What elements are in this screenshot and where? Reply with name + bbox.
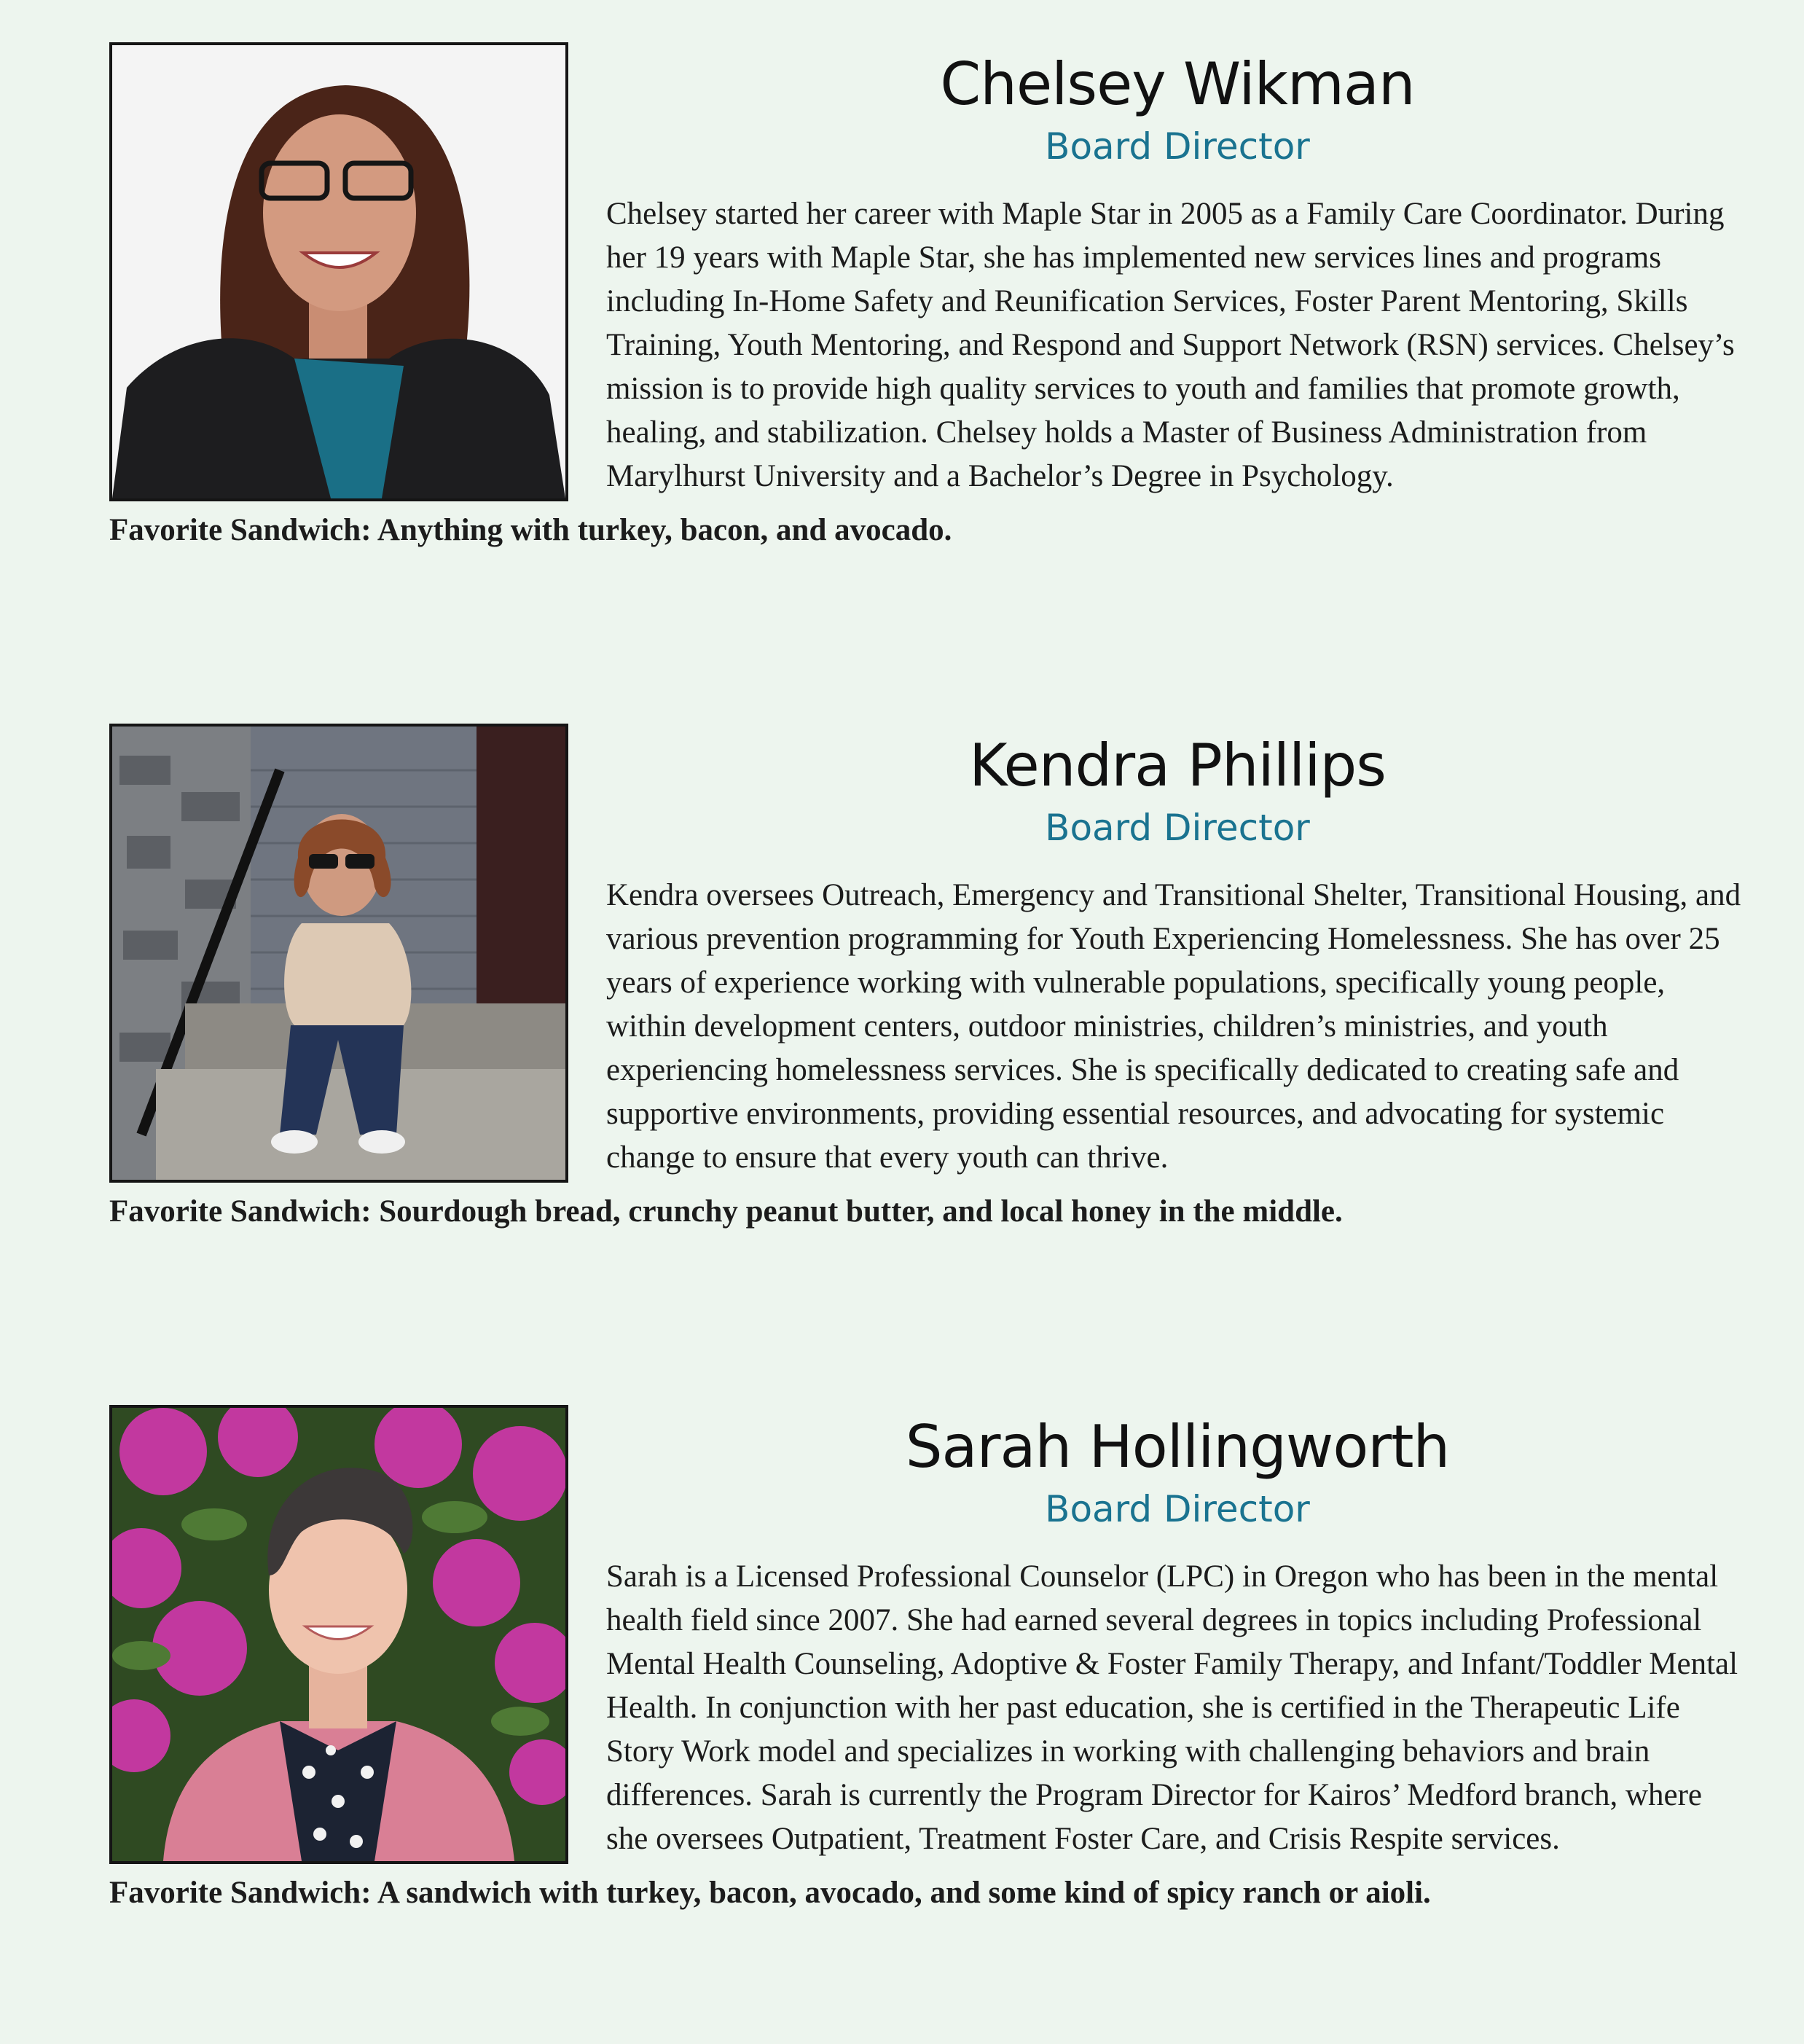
profile-card-kendra-phillips: [109, 724, 1749, 1234]
profile-name: Kendra Phillips: [969, 732, 1386, 799]
profile-bio: Chelsey started her career with Maple Star in 2005 as a Family Care Coordinator. During her 19 years with Maple Star, she has implemented new services lines and programs including In-Home Safety and Reunification Services, Foster Parent Mentoring, Skills Training, Youth Mentoring, and Respond and Support Network (RSN) services. Chelsey’s mission is to provide high quality services to youth and families that promote growth, healing, and stabilization. Chelsey holds a Master of Business Administration from Marylhurst University and a Bachelor’s Degree in Psychology.: [606, 197, 1735, 493]
portrait-photo: [109, 724, 568, 1183]
favorite-sandwich: Favorite Sandwich: Sourdough bread, crunchy peanut butter, and local honey in the middle.: [109, 1194, 1343, 1229]
portrait-illustration: [112, 45, 565, 498]
favorite-sandwich: Favorite Sandwich: A sandwich with turkey, bacon, avocado, and some kind of spicy ranch or aioli.: [109, 1876, 1431, 1910]
portrait-photo: [109, 42, 568, 501]
profile-name: Sarah Hollingworth: [905, 1413, 1450, 1481]
portrait-photo: [109, 1405, 568, 1864]
profile-role: Board Director: [1045, 125, 1310, 168]
profile-card-sarah-hollingworth: [109, 1405, 1749, 1915]
profile-card-chelsey-wikman: [109, 42, 1749, 552]
profile-name: Chelsey Wikman: [940, 50, 1415, 118]
profile-role: Board Director: [1045, 1488, 1310, 1530]
profile-role: Board Director: [1045, 807, 1310, 849]
garden-portrait-illustration: [112, 1408, 565, 1861]
favorite-sandwich: Favorite Sandwich: Anything with turkey, bacon, and avocado.: [109, 513, 952, 547]
profile-bio: Sarah is a Licensed Professional Counselor (LPC) in Oregon who has been in the mental health field since 2007. She had earned several degrees in topics including Professional Mental Health Counseling, Adoptive & Foster Family Therapy, and Infant/Toddler Mental Health. In conjunction with her past education, she is certified in the Therapeutic Life Story Work model and specializes in working with challenging behaviors and brain differences. Sarah is currently the Program Director for Kairos’ Medford branch, where she oversees Outpatient, Treatment Foster Care, and Crisis Respite services.: [606, 1559, 1738, 1856]
porch-portrait-illustration: [112, 727, 565, 1180]
profile-bio: Kendra oversees Outreach, Emergency and Transitional Shelter, Transitional Housing, and various prevention programming for Youth Experiencing Homelessness. She has over 25 years of experience working with vulnerable populations, specifically young people, within development centers, outdoor ministries, children’s ministries, and youth experiencing homelessness services. She is specifically dedicated to creating safe and supportive environments, providing essential resources, and advocating for systemic change to ensure that every youth can thrive.: [606, 878, 1741, 1175]
